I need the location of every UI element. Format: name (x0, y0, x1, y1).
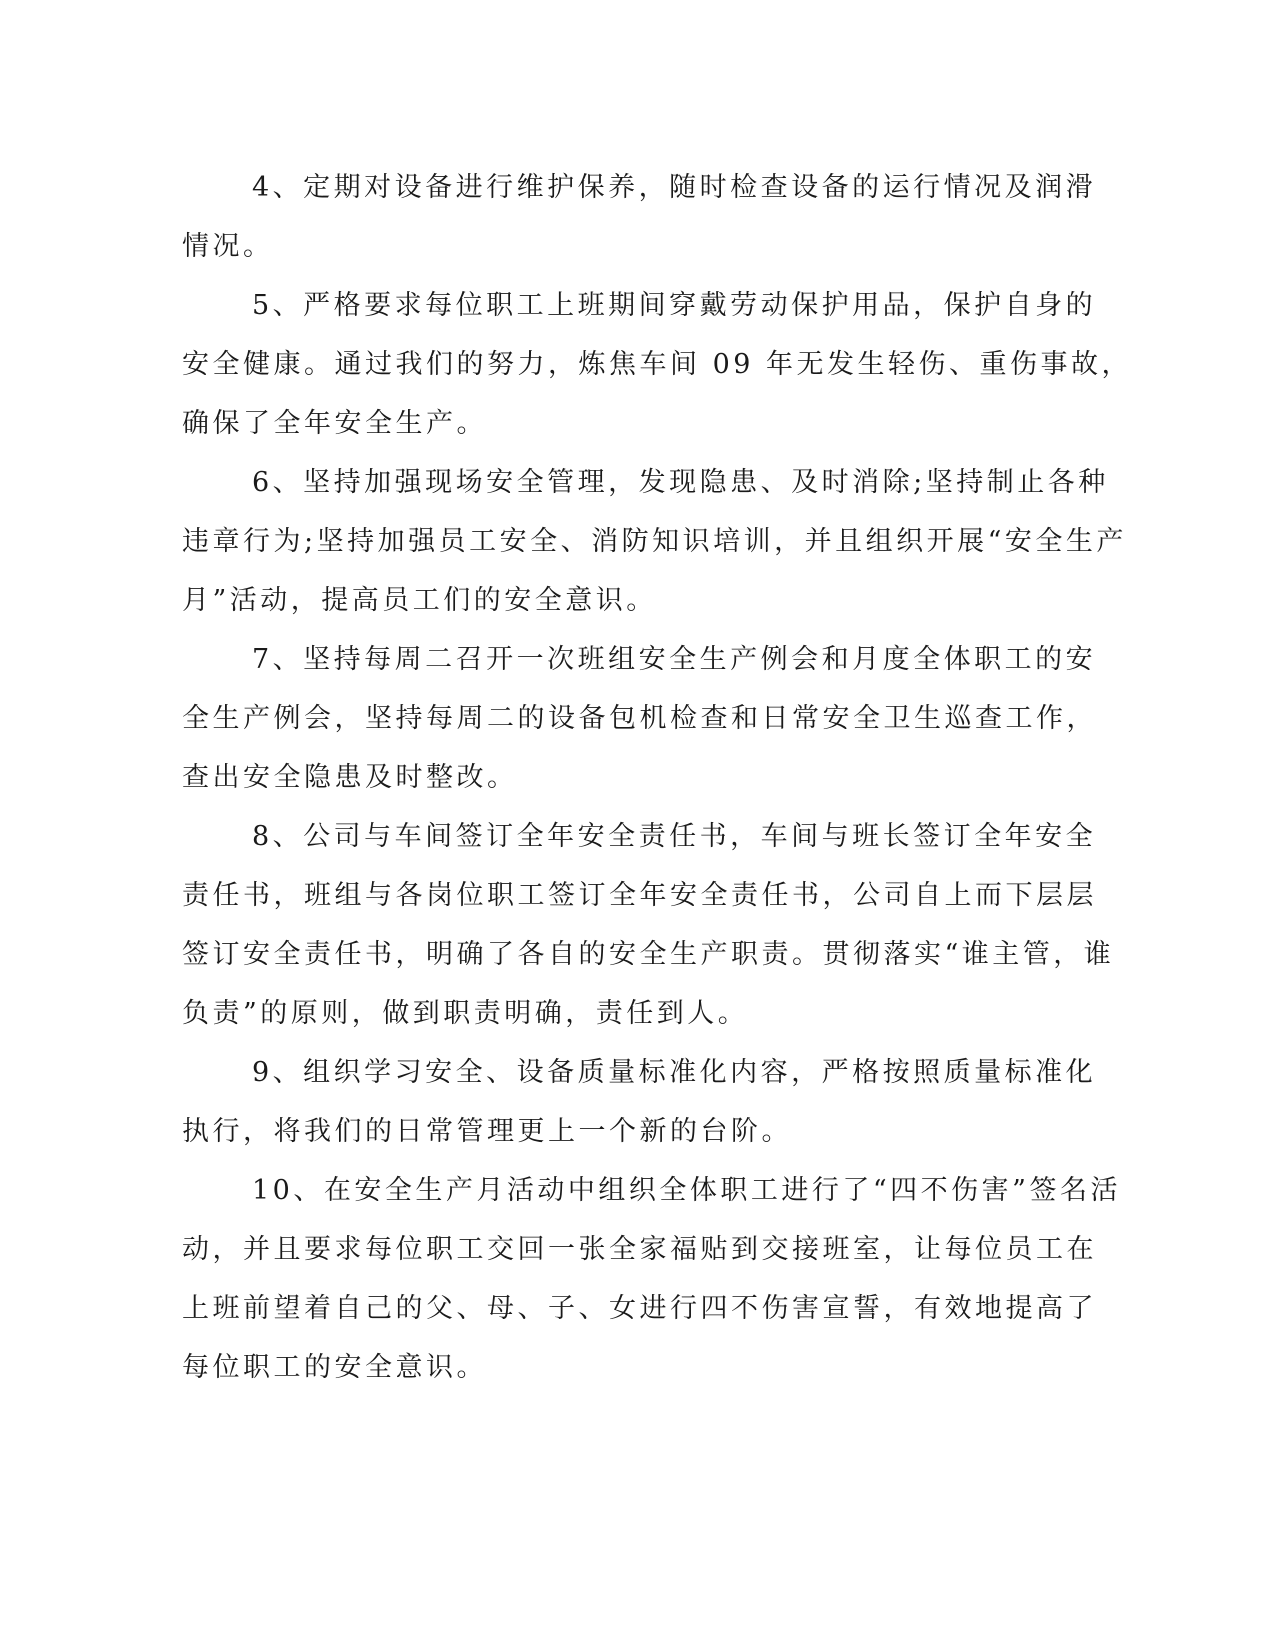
paragraph-8 (182, 807, 1115, 1043)
paragraph-5 (182, 276, 1133, 453)
paragraph-line: 签订安全责任书，明确了各自的安全生产职责。贯彻落实“谁主管，谁 (182, 939, 1115, 970)
paragraph-line: 每位职工的安全意识。 (182, 1352, 487, 1383)
paragraph-6 (182, 453, 1127, 630)
paragraph-line: 7、坚持每周二召开一次班组安全生产例会和月度全体职工的安 (252, 644, 1097, 675)
paragraph-10 (182, 1161, 1121, 1397)
paragraph-line: 10、在安全生产月活动中组织全体职工进行了“四不伤害”签名活 (252, 1175, 1121, 1206)
paragraph-line: 违章行为;坚持加强员工安全、消防知识培训，并且组织开展“安全生产 (182, 526, 1127, 557)
paragraph-4 (182, 158, 1097, 276)
paragraph-line: 动，并且要求每位职工交回一张全家福贴到交接班室，让每位员工在 (182, 1234, 1097, 1265)
paragraph-line: 查出安全隐患及时整改。 (182, 762, 518, 793)
paragraph-7 (182, 630, 1097, 807)
paragraph-line: 负责”的原则，做到职责明确，责任到人。 (182, 998, 749, 1029)
paragraph-line: 5、严格要求每位职工上班期间穿戴劳动保护用品，保护自身的 (252, 290, 1097, 321)
paragraph-line: 责任书，班组与各岗位职工签订全年安全责任书，公司自上而下层层 (182, 880, 1097, 911)
paragraph-line: 确保了全年安全生产。 (182, 408, 487, 439)
paragraph-line: 执行，将我们的日常管理更上一个新的台阶。 (182, 1116, 792, 1147)
paragraph-9 (182, 1043, 1097, 1161)
paragraph-line: 9、组织学习安全、设备质量标准化内容，严格按照质量标准化 (252, 1057, 1097, 1088)
paragraph-line: 安全健康。通过我们的努力，炼焦车间 09 年无发生轻伤、重伤事故， (182, 349, 1133, 380)
paragraph-line: 月”活动，提高员工们的安全意识。 (182, 585, 657, 616)
paragraph-line: 6、坚持加强现场安全管理，发现隐患、及时消除;坚持制止各种 (252, 467, 1109, 498)
paragraph-line: 4、定期对设备进行维护保养，随时检查设备的运行情况及润滑 (252, 172, 1097, 203)
paragraph-line: 8、公司与车间签订全年安全责任书，车间与班长签订全年安全 (252, 821, 1097, 852)
paragraph-line: 上班前望着自己的父、母、子、女进行四不伤害宣誓，有效地提高了 (182, 1293, 1097, 1324)
paragraph-line: 全生产例会，坚持每周二的设备包机检查和日常安全卫生巡查工作， (182, 703, 1097, 734)
document-body (182, 158, 1133, 1397)
paragraph-line: 情况。 (182, 231, 274, 262)
